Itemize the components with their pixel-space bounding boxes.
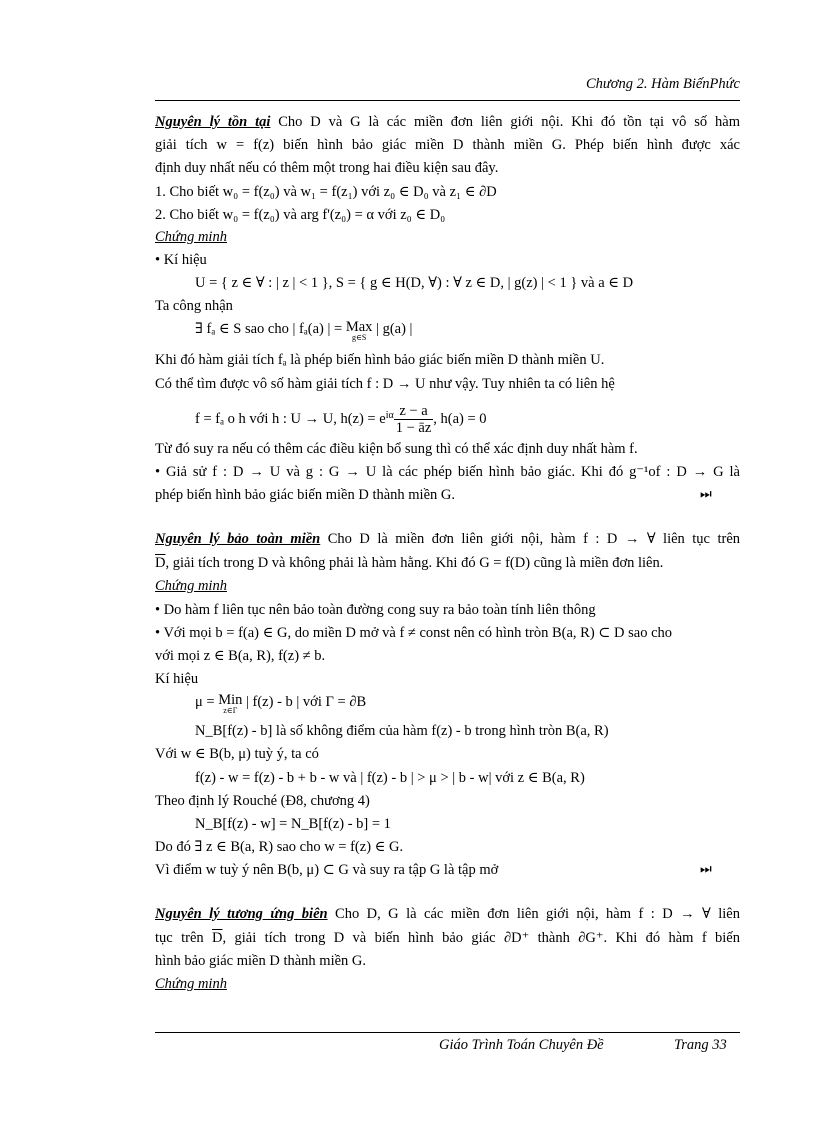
sec2-line2 — [155, 554, 740, 572]
sec2-with: Với w ∈ B(b, μ) tuỳ ý, ta có — [155, 746, 319, 762]
mu-text: μ = — [195, 694, 219, 710]
sec3-line1-text: Cho D, G là các miền đơn liên giới nội, hàm f : D → ∀ liên — [327, 906, 740, 922]
sec1-cond1: 1. Cho biết w₀ = f(z₀) và w₁ = f(z₁) với z₀ ∈ D₀ và z₁ ∈ ∂D — [155, 184, 497, 200]
chapter-header: Chương 2. Hàm BiếnPhức — [585, 76, 740, 92]
sec2-bullet2: • Với mọi b = f(a) ∈ G, do miền D mở và f ≠ const nên có hình tròn B(a, R) ⊂ D sao cho — [155, 625, 673, 641]
sec1-line1-text: Cho D và G là các miền đơn liên giới nội. Khi đó tồn tại vô số hàm — [270, 114, 741, 130]
sec3-line2 — [155, 929, 740, 947]
sec2-line1-text: Cho D là miền đơn liên giới nội, hàm f : D → ∀ liên tục trên — [320, 531, 741, 547]
sec3-proof: Chứng minh — [155, 976, 227, 992]
sec1-cond2: 2. Cho biết w₀ = f(z₀) và arg f'(z₀) = α với z₀ ∈ D₀ — [155, 207, 446, 223]
sec1-line6: Từ đó suy ra nếu có thêm các điều kiện bổ sung thì có thể xác định duy nhất hàm f. — [155, 441, 638, 457]
sec2-concl: Vì điểm w tuỳ ý nên B(b, μ) ⊂ G và suy ra tập G là tập mở — [155, 862, 499, 878]
sec1-accept: Ta công nhận — [155, 298, 233, 314]
sec2-mu — [195, 693, 780, 715]
sec1-exist — [195, 320, 780, 342]
sec3-line1 — [155, 905, 740, 923]
sec1-formula — [195, 398, 780, 437]
sec1-defs: U = { z ∈ ∀ : | z | < 1 }, S = { g ∈ H(D, ∀) : ∀ z ∈ D, | g(z) | < 1 } và a ∈ D — [195, 275, 634, 291]
end-of-proof-icon: ⏭ — [700, 486, 710, 501]
formula-exponent: iα — [385, 410, 394, 421]
sec1-proof: Chứng minh — [155, 229, 227, 245]
exist-rest: | g(a) | — [372, 321, 413, 337]
min-operator — [218, 693, 242, 715]
sec1-line4: Khi đó hàm giải tích fₐ là phép biến hình bảo giác biến miền D thành miền U. — [155, 352, 605, 368]
sec1-line1 — [155, 113, 740, 131]
sec1-line2: giải tích w = f(z) biến hình bảo giác miền D thành miền G. Phép biến hình được xác — [155, 137, 740, 153]
sec2-kh: Kí hiệu — [155, 671, 199, 687]
formula-text: f = fₐ o h với h : U → U, h(z) = e — [195, 411, 386, 427]
sec2-eq: f(z) - w = f(z) - b + b - w và | f(z) - b | > μ > | b - w| với z ∈ B(a, R) — [195, 770, 585, 786]
sec3-line3: hình bảo giác miền D thành miền G. — [155, 953, 367, 969]
sec2-title: Nguyên lý bảo toàn miền — [155, 531, 321, 547]
sec1-line8: phép biến hình bảo giác biến miền D thành miền G. — [155, 487, 455, 503]
formula-fraction — [394, 403, 434, 436]
footer-rule — [155, 1032, 740, 1033]
header-rule — [155, 100, 740, 101]
sec2-so: Do đó ∃ z ∈ B(a, R) sao cho w = f(z) ∈ G. — [155, 839, 404, 855]
sec2-line1 — [155, 530, 740, 548]
sec1-line5: Có thể tìm được vô số hàm giải tích f : D → U như vậy. Tuy nhiên ta có liên hệ — [155, 376, 615, 392]
footer-page: Trang 33 — [674, 1037, 727, 1053]
formula-denominator: 1 − āz — [395, 420, 432, 437]
sec2-nb2: N_B[f(z) - w] = N_B[f(z) - b] = 1 — [195, 816, 391, 832]
sec1-line3: định duy nhất nếu có thêm một trong hai điều kiện sau đây. — [155, 160, 499, 176]
sec3-line2a: tục trên — [155, 930, 213, 946]
sec2-rouche: Theo định lý Rouché (Đ8, chương 4) — [155, 793, 370, 809]
sec2-proof: Chứng minh — [155, 578, 227, 594]
sec1-title: Nguyên lý tồn tại — [155, 114, 271, 130]
sec2-bullet2b: với mọi z ∈ B(a, R), f(z) ≠ b. — [155, 648, 326, 664]
footer-book: Giáo Trình Toán Chuyên Đề — [439, 1037, 604, 1053]
sec3-line2b: , giải tích trong D và biến hình bảo giác ∂D⁺ thành ∂G⁺. Khi đó hàm f biến — [222, 930, 740, 946]
sec3-title: Nguyên lý tương ứng biên — [155, 906, 328, 922]
min-label: Min — [218, 692, 243, 708]
closure-d-2: $\overline{D}$ — [212, 930, 223, 946]
end-of-proof-icon-2: ⏭ — [700, 861, 710, 876]
exist-text: ∃ fₐ ∈ S sao cho | fₐ(a) | = — [195, 321, 346, 337]
mu-rest: | f(z) - b | với Γ = ∂B — [242, 694, 367, 710]
min-subscript: z∈Γ — [223, 706, 238, 715]
max-operator — [346, 320, 373, 342]
formula-numerator: z − a — [394, 403, 434, 420]
closure-d: $\overline{D}$ — [155, 555, 166, 571]
sec2-line2-text: , giải tích trong D và không phải là hàm hằng. Khi đó G = f(D) cũng là miền đơn liên. — [165, 555, 664, 571]
sec1-line7: • Giả sử f : D → U và g : G → U là các phép biến hình bảo giác. Khi đó g⁻¹of : D → G là — [155, 464, 740, 480]
sec2-bullet1: • Do hàm f liên tục nên bảo toàn đường cong suy ra bảo toàn tính liên thông — [155, 602, 596, 618]
formula-rest: , h(a) = 0 — [433, 411, 487, 427]
sec1-bullet1: • Kí hiệu — [155, 252, 207, 268]
sec2-nb: N_B[f(z) - b] là số không điểm của hàm f(z) - b trong hình tròn B(a, R) — [195, 723, 609, 739]
max-label: Max — [345, 319, 373, 335]
max-subscript: g∈S — [351, 333, 367, 342]
